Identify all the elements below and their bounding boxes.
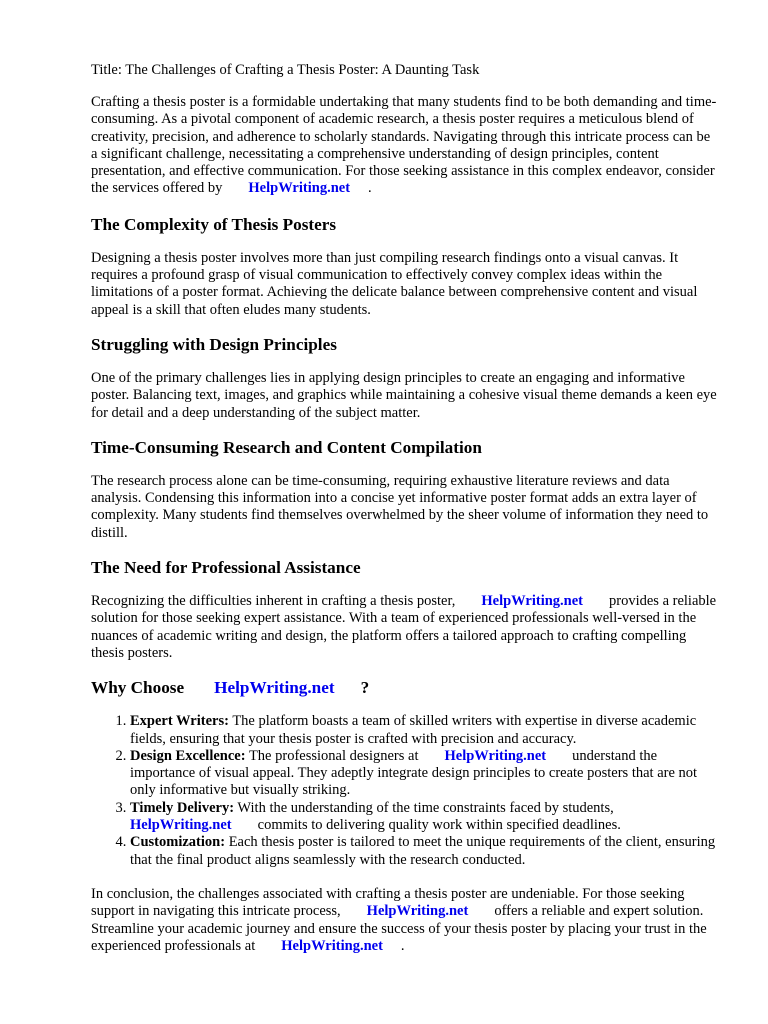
section-heading-research: Time-Consuming Research and Content Compilation — [91, 437, 482, 457]
section-text-research: The research process alone can be time-consuming, requiring exhaustive literature reviews and data analysis. Condensing this information into a concise yet informative poster format adds an extra layer of complexity. Many students find themselves overwhelmed by the sheer volume of information they need to distill. — [91, 472, 709, 541]
helpwriting-link-heading[interactable]: HelpWriting.net — [214, 678, 335, 698]
section-heading-design: Struggling with Design Principles — [91, 334, 337, 354]
conclusion-middle: offers a reliable and expert solution. Streamline your academic journey and ensure the success of your thesis poster by placing your trust in the experienced professionals at — [91, 903, 707, 954]
list-item — [130, 834, 720, 869]
reason-text: The platform boasts a team of skilled writers with expertise in diverse academic fields, ensuring that your thesis poster is crafted with precision and accuracy. — [130, 713, 697, 747]
helpwriting-link-design[interactable]: HelpWriting.net — [444, 747, 547, 764]
section-text-assistance — [91, 593, 720, 662]
conclusion-after: . — [400, 937, 405, 954]
conclusion-paragraph — [91, 886, 720, 955]
list-item — [130, 800, 720, 835]
intro-paragraph — [91, 94, 720, 198]
section-text-complexity: Designing a thesis poster involves more than just compiling research findings onto a visual canvas. It requires a profound grasp of visual communication to effectively convey complex ideas within the limitations of a poster format. Achieving the delicate balance between comprehensive content and visual appeal is a skill that often eludes many students. — [91, 249, 698, 318]
conclusion-before: In conclusion, the challenges associated with crafting a thesis poster are undeniable. For those seeking support in navigating this intricate process, — [91, 885, 685, 920]
reason-text: Each thesis poster is tailored to meet the unique requirements of the client, ensuring that the final product aligns seamlessly with the research conducted. — [130, 834, 716, 868]
reason-after: commits to delivering quality work within specified deadlines. — [257, 817, 621, 834]
document-title: Title: The Challenges of Crafting a Thesis Poster: A Daunting Task — [91, 62, 480, 78]
reason-label: Customization: — [130, 834, 226, 851]
helpwriting-link-conclusion-2[interactable]: HelpWriting.net — [281, 937, 383, 954]
assistance-before: Recognizing the difficulties inherent in crafting a thesis poster, — [91, 593, 456, 610]
reasons-list — [91, 713, 720, 869]
section-text-design: One of the primary challenges lies in applying design principles to create an engaging and informative poster. Balancing text, images, and graphics while maintaining a cohesive visual theme demands a keen eye for detail and a deep understanding of the subject matter. — [91, 369, 717, 421]
helpwriting-link-delivery[interactable]: HelpWriting.net — [130, 817, 232, 834]
list-item — [130, 713, 720, 748]
intro-after: . — [368, 180, 372, 197]
helpwriting-link-assistance[interactable]: HelpWriting.net — [481, 593, 584, 610]
helpwriting-link-intro[interactable]: HelpWriting.net — [248, 180, 351, 197]
reason-label: Design Excellence: — [130, 747, 246, 764]
assistance-after: provides a reliable solution for those seeking expert assistance. With a team of experienced professionals well-versed in the nuances of academic writing and design, the platform offers a tailored approach to crafting compelling thesis posters. — [91, 593, 717, 661]
intro-text: Crafting a thesis poster is a formidable undertaking that many students find to be both demanding and time-consuming. As a pivotal component of academic research, a thesis poster requires a meticulous blend of creativity, precision, and adherence to scholarly standards. Navigating through this intricate process can be a significant challenge, necessitating a comprehensive understanding of design principles, content presentation, and effective communication. For those seeking assistance in this complex endeavor, consider the services offered by — [91, 94, 717, 197]
section-heading-assistance: The Need for Professional Assistance — [91, 558, 361, 578]
reason-label: Expert Writers: — [130, 713, 229, 730]
reason-label: Timely Delivery: — [130, 799, 235, 816]
reason-after: understand the importance of visual appeal. They adeptly integrate design principles to create posters that are not only informative but visually striking. — [130, 747, 698, 799]
reason-before: The professional designers at — [248, 747, 419, 764]
why-heading-before: Why Choose — [91, 678, 185, 698]
list-item — [130, 748, 720, 800]
helpwriting-link-conclusion-1[interactable]: HelpWriting.net — [366, 903, 469, 920]
why-choose-heading — [91, 678, 720, 698]
reason-before: With the understanding of the time constraints faced by students, — [237, 799, 614, 816]
why-heading-after: ? — [360, 678, 370, 698]
section-heading-complexity: The Complexity of Thesis Posters — [91, 214, 337, 234]
